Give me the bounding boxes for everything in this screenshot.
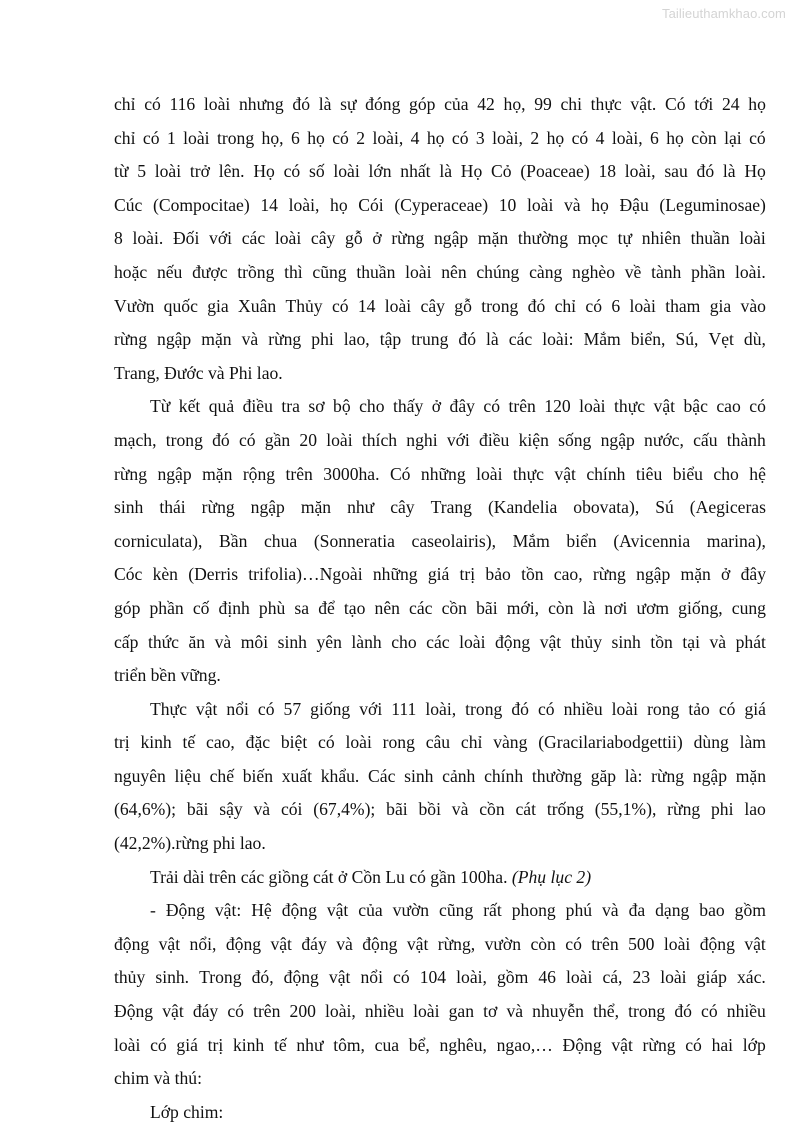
document-body: [114, 88, 766, 1129]
text-line: hoặc nếu được trồng thì cũng thuần loài nên chúng càng nghèo về tành phần loài.: [114, 261, 766, 282]
text-line: 8 loài. Đối với các loài cây gỗ ở rừng ngập mặn thường mọc tự nhiên thuần loài: [114, 228, 766, 249]
appendix-reference: (Phụ lục 2): [511, 866, 592, 887]
text-line: nguyên liệu chế biến xuất khẩu. Các sinh cảnh chính thường găp là: rừng ngập mặn: [114, 765, 766, 786]
text-line: góp phần cố định phù sa để tạo nên các cồn bãi mới, còn là nơi ươm giống, cung: [114, 597, 766, 618]
text-line: loài có giá trị kinh tế như tôm, cua bể, nghêu, ngao,… Động vật rừng có hai lớp: [114, 1034, 766, 1055]
text-line: sinh thái rừng ngập mặn như cây Trang (Kandelia obovata), Sú (Aegiceras: [114, 497, 766, 518]
text-line: thủy sinh. Trong đó, động vật nổi có 104 loài, gồm 46 loài cá, 23 loài giáp xác.: [114, 967, 766, 988]
text-line: triển bền vững.: [114, 665, 221, 686]
text-line: chim và thú:: [114, 1068, 202, 1089]
text-line: chỉ có 116 loài nhưng đó là sự đóng góp của 42 họ, 99 chi thực vật. Có tới 24 họ: [114, 94, 766, 114]
text-line: cấp thức ăn và môi sinh yên lành cho các loài động vật thủy sinh tồn tại và phát: [114, 631, 766, 652]
text-line: Trải dài trên các giồng cát ở Cồn Lu có gần 100ha. (Phụ lục 2): [150, 866, 592, 887]
text-line: Động vật đáy có trên 200 loài, nhiều loài gan tơ và nhuyễn thể, trong đó có nhiều: [114, 1001, 766, 1022]
text-line: chỉ có 1 loài trong họ, 6 họ có 2 loài, 4 họ có 3 loài, 2 họ có 4 loài, 6 họ còn lại có: [114, 127, 766, 148]
text-line: - Động vật: Hệ động vật của vườn cũng rất phong phú và đa dạng bao gồm: [150, 900, 766, 921]
watermark: Tailieuthamkhao.com: [661, 6, 786, 21]
text-line: rừng ngập mặn và rừng phi lao, tập trung đó là các loài: Mắm biển, Sú, Vẹt dù,: [114, 329, 766, 350]
text-line: Cúc (Compocitae) 14 loài, họ Cói (Cyperaceae) 10 loài và họ Đậu (Leguminosae): [114, 194, 766, 215]
text-line: mạch, trong đó có gần 20 loài thích nghi với điều kiện sống ngập nước, cấu thành: [114, 429, 766, 450]
text-line: Từ kết quả điều tra sơ bộ cho thấy ở đây có trên 120 loài thực vật bậc cao có: [150, 396, 766, 417]
text-line: động vật nổi, động vật đáy và động vật rừng, vườn còn có trên 500 loài động vật: [114, 933, 766, 954]
text-line: Cóc kèn (Derris trifolia)…Ngoài những giá trị bảo tồn cao, rừng ngập mặn ở đây: [114, 564, 766, 585]
text-line: từ 5 loài trở lên. Họ có số loài lớn nhất là Họ Cỏ (Poaceae) 18 loài, sau đó là Họ: [114, 161, 766, 182]
text-line: Thực vật nổi có 57 giống với 111 loài, trong đó có nhiều loài rong tảo có giá: [150, 698, 766, 719]
text-line: Trang, Đước và Phi lao.: [114, 362, 283, 383]
text-line: (64,6%); bãi sậy và cói (67,4%); bãi bồi và cồn cát trống (55,1%), rừng phi lao: [114, 799, 766, 820]
text-line: (42,2%).rừng phi lao.: [114, 833, 266, 854]
text-line: rừng ngập mặn rộng trên 3000ha. Có những loài thực vật chính tiêu biểu cho hệ: [114, 463, 766, 484]
text-line: Lớp chim:: [150, 1101, 224, 1122]
text-line: corniculata), Bần chua (Sonneratia caseolairis), Mắm biển (Avicennia marina),: [114, 530, 766, 551]
text-line: Vườn quốc gia Xuân Thủy có 14 loài cây gỗ trong đó chỉ có 6 loài tham gia vào: [114, 295, 766, 316]
text-line: trị kinh tế cao, đặc biệt có loài rong câu chỉ vàng (Gracilariabodgettii) dùng làm: [114, 732, 766, 753]
